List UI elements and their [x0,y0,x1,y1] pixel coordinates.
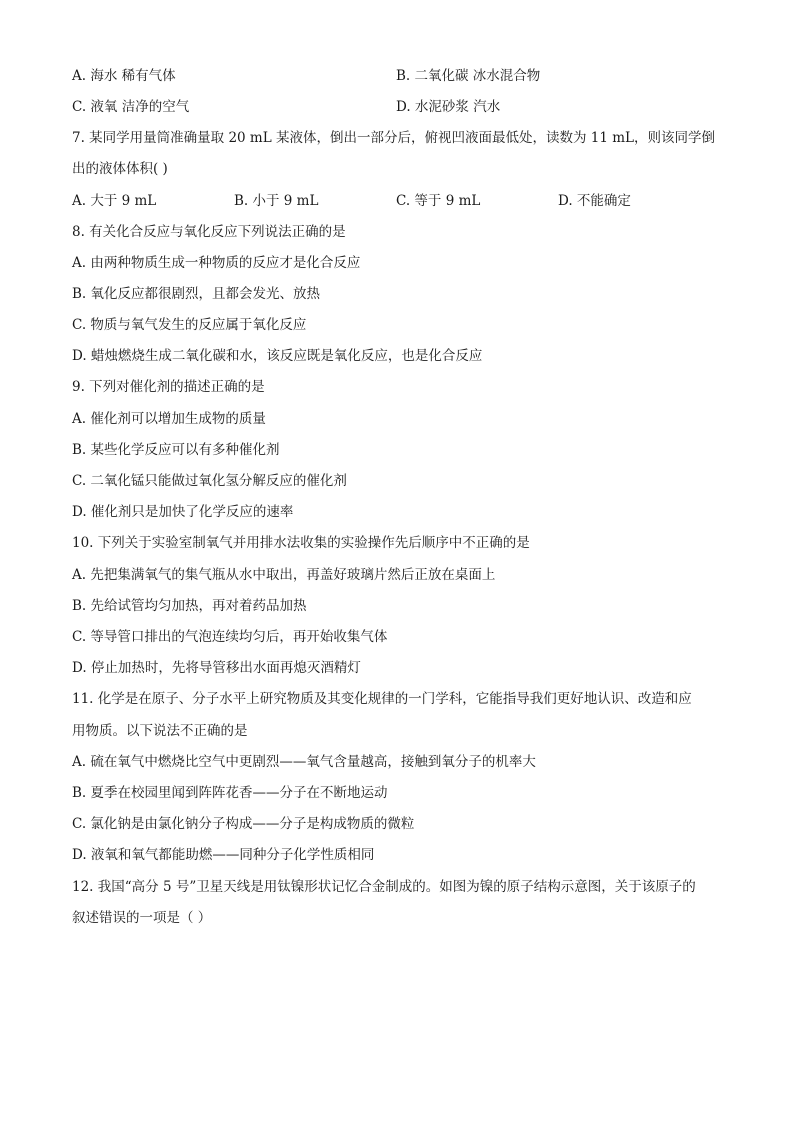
q9-option-d: D. 催化剂只是加快了化学反应的速率 [72,504,294,520]
q11-stem-line2: 用物质。以下说法不正确的是 [72,723,248,739]
q12-stem-line1: 12. 我国“高分 5 号”卫星天线是用钛镍形状记忆合金制成的。如图为镍的原子结构示意图，关于该原子的 [72,879,696,895]
q12-stem-line2: 叙述错误的一项是（ ） [72,910,212,926]
q11-option-b: B. 夏季在校园里闻到阵阵花香——分子在不断地运动 [72,785,388,801]
q7-option-b: B. 小于 9 mL [234,193,319,209]
q6-option-d: D. 水泥砂浆 汽水 [396,99,501,115]
q6-option-c: C. 液氧 洁净的空气 [72,99,190,115]
q11-stem-line1: 11. 化学是在原子、分子水平上研究物质及其变化规律的一门学科，它能指导我们更好地认识、改造和应 [72,691,692,707]
q11-option-c: C. 氯化钠是由氯化钠分子构成——分子是构成物质的微粒 [72,816,415,832]
q8-stem: 8. 有关化合反应与氧化反应下列说法正确的是 [72,224,346,240]
q9-option-b: B. 某些化学反应可以有多种催化剂 [72,442,280,458]
q10-stem: 10. 下列关于实验室制氧气并用排水法收集的实验操作先后顺序中不正确的是 [72,535,530,551]
q6-option-a: A. 海水 稀有气体 [72,68,176,84]
q7-option-a: A. 大于 9 mL [72,193,157,209]
q9-option-a: A. 催化剂可以增加生成物的质量 [72,411,266,427]
q10-option-b: B. 先给试管均匀加热，再对着药品加热 [72,598,307,614]
q9-stem: 9. 下列对催化剂的描述正确的是 [72,379,265,395]
q7-option-c: C. 等于 9 mL [396,193,481,209]
q8-option-d: D. 蜡烛燃烧生成二氧化碳和水，该反应既是氧化反应，也是化合反应 [72,348,483,364]
q7-stem-line1: 7. 某同学用量筒准确量取 20 mL 某液体，倒出一部分后，俯视凹液面最低处，读数为 11 mL，则该同学倒 [72,130,716,146]
q11-option-a: A. 硫在氧气中燃烧比空气中更剧烈——氧气含量越高，接触到氧分子的机率大 [72,754,536,770]
q10-option-d: D. 停止加热时，先将导管移出水面再熄灭酒精灯 [72,660,361,676]
q8-option-c: C. 物质与氧气发生的反应属于氧化反应 [72,317,307,333]
q9-option-c: C. 二氧化锰只能做过氧化氢分解反应的催化剂 [72,473,347,489]
q7-stem-line2: 出的液体体积( ) [72,161,168,177]
q11-option-d: D. 液氧和氧气都能助燃——同种分子化学性质相同 [72,847,375,863]
q8-option-b: B. 氧化反应都很剧烈，且都会发光、放热 [72,286,321,302]
q7-option-d: D. 不能确定 [558,193,631,209]
q10-option-a: A. 先把集满氧气的集气瓶从水中取出，再盖好玻璃片然后正放在桌面上 [72,567,496,583]
q6-option-b: B. 二氧化碳 冰水混合物 [396,68,541,84]
q8-option-a: A. 由两种物质生成一种物质的反应才是化合反应 [72,255,361,271]
q10-option-c: C. 等导管口排出的气泡连续均匀后，再开始收集气体 [72,629,388,645]
